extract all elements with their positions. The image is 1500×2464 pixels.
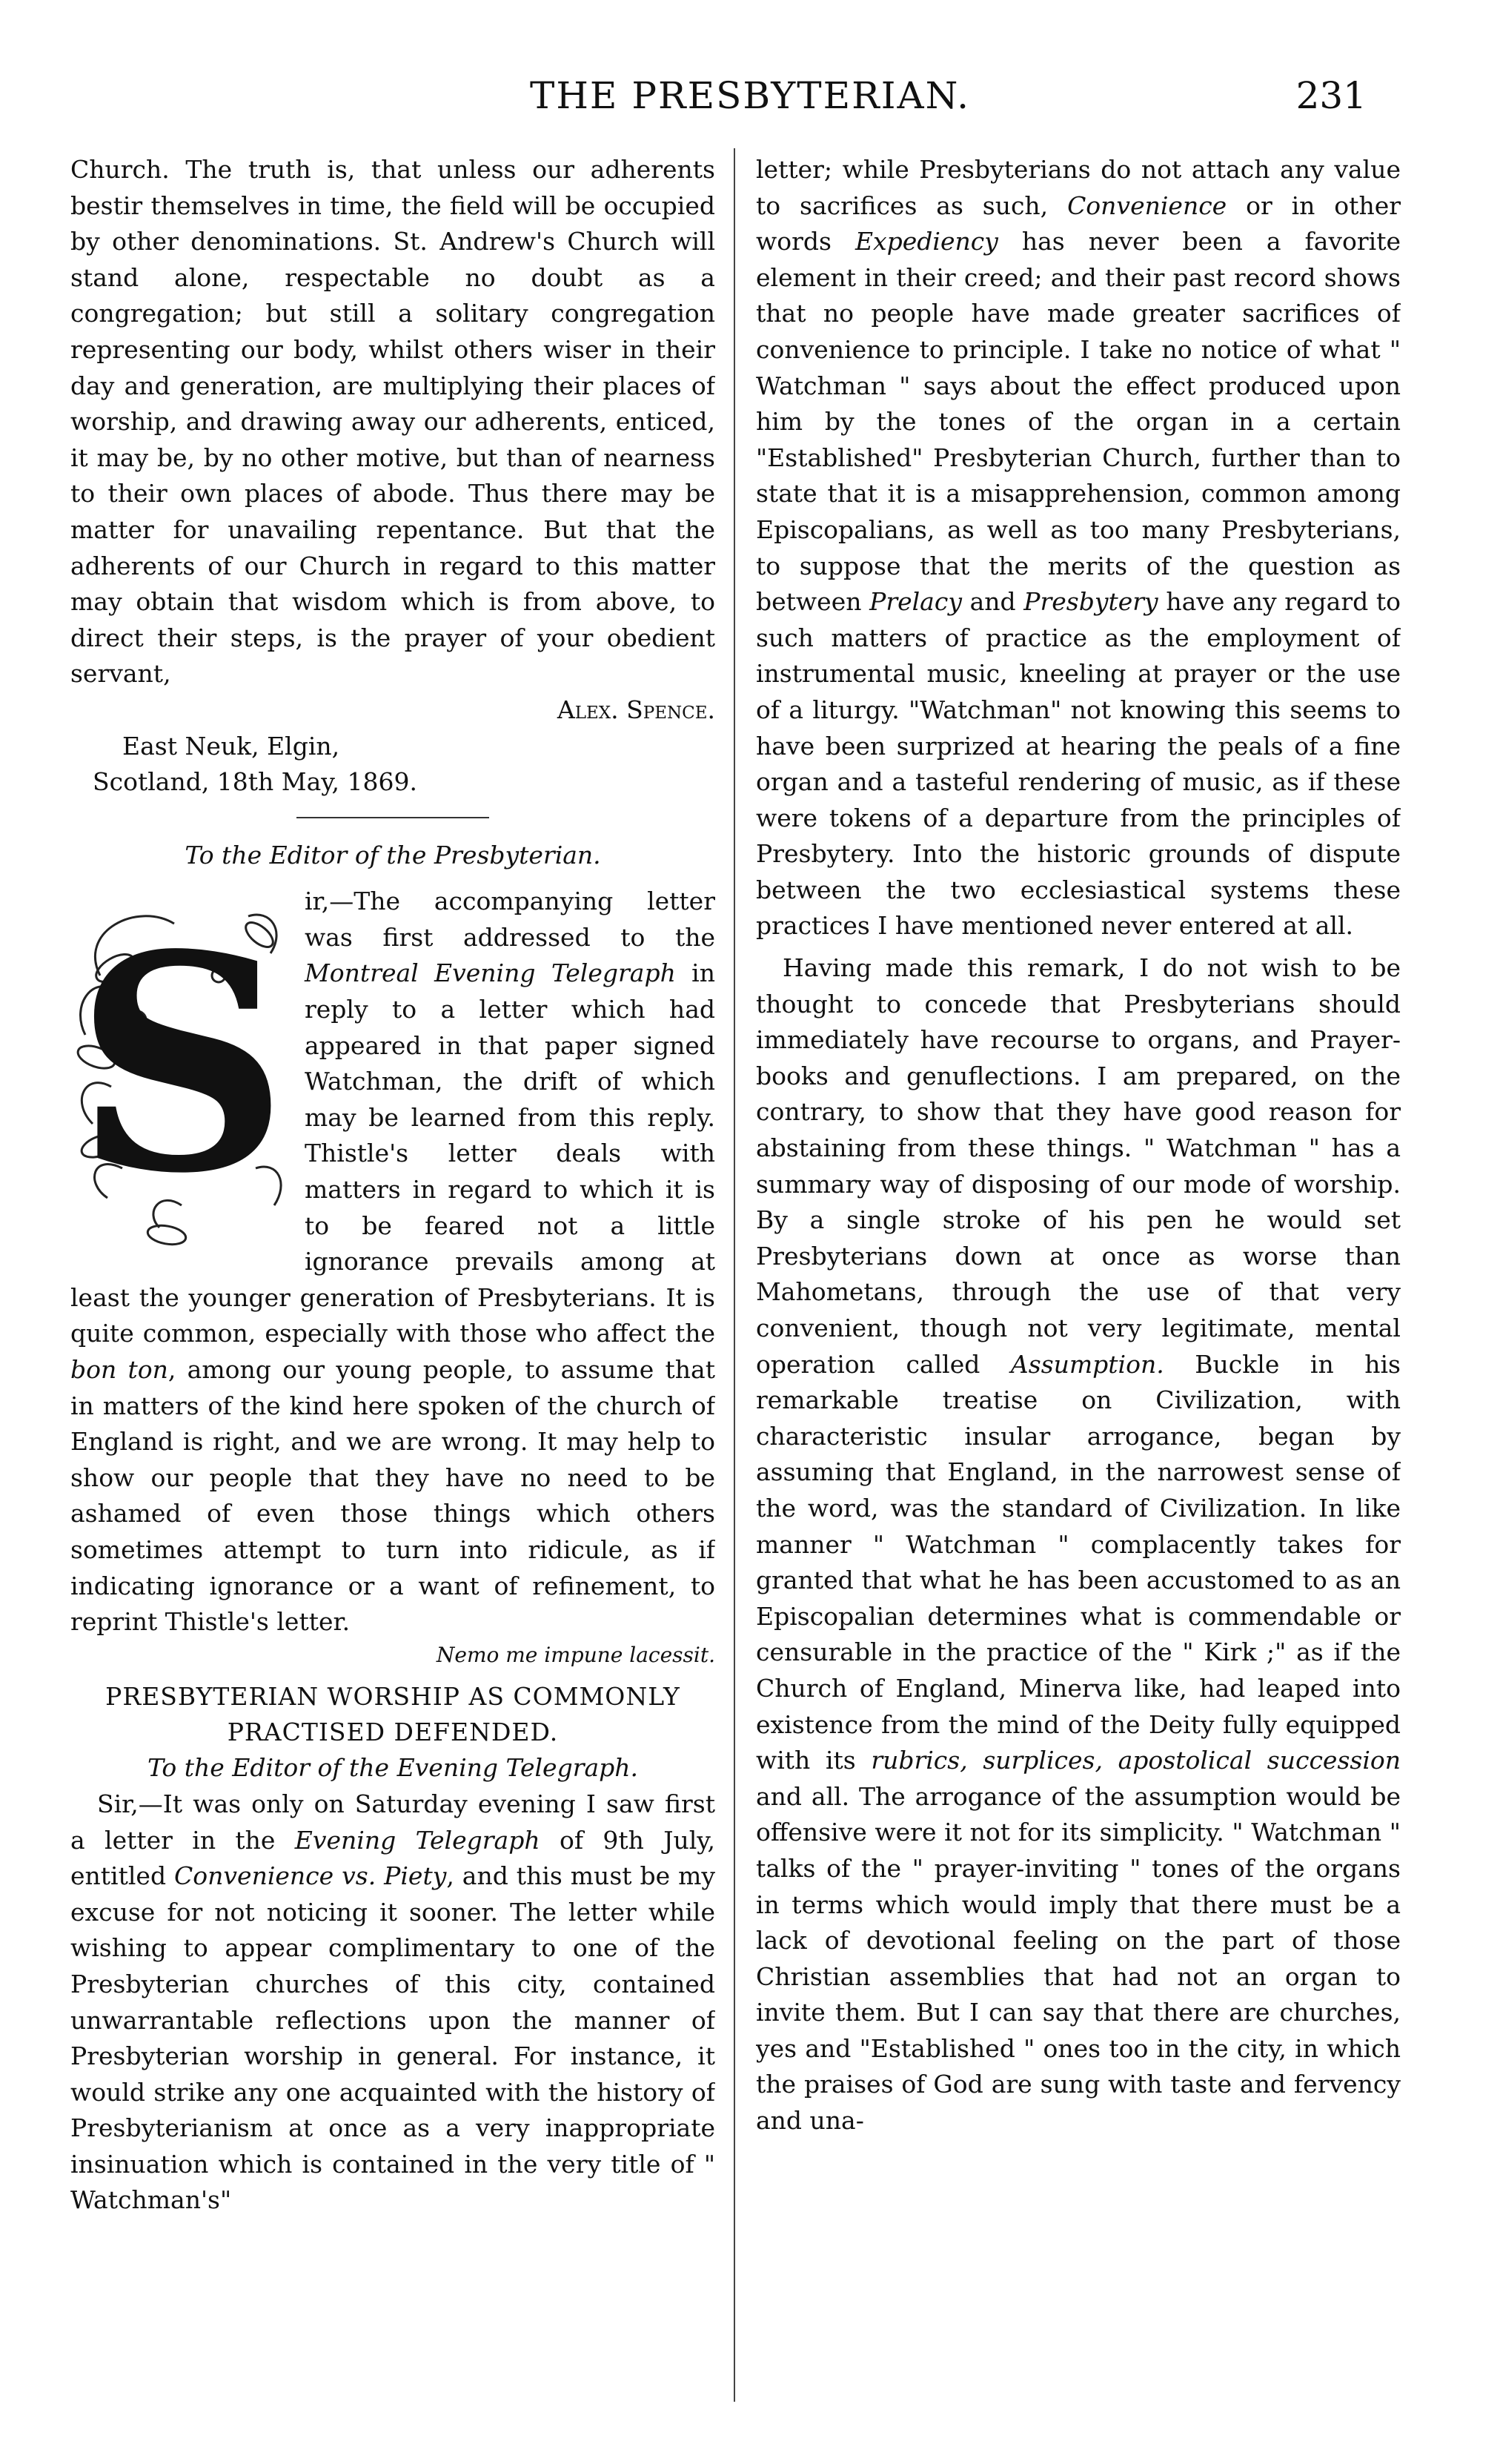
letter2-text-b: in reply to a letter which had appeared in that paper signed Watchman, the drift of which may be learned from this reply. Thistle's letter deals with matters in regard to which it is to be feared not a little ignorance prevails among at least the younger generation of Presbyterians. It is quite common, especially with those who affect the bbox=[70, 958, 715, 1348]
article-text-b: of 9th July, entitled bbox=[70, 1825, 715, 1891]
text-run: letter; while Presbyterians do not attach any value to sacrifices as such, bbox=[756, 155, 1401, 220]
article-paragraph-continued bbox=[756, 152, 1401, 944]
letter2-bon-ton: bon ton bbox=[70, 1355, 168, 1384]
letter1-closing-paragraph: Church. The truth is, that unless our adherents bestir themselves in time, the field will be occupied by other denominations. St. Andrew's Church will stand alone, respectable no doubt as a congregation; but still a solitary congregation representing our body, whilst others wiser in their day and generation, are multiplying their places of worship, and drawing away our adherents, enticed, it may be, by no other motive, but than of nearness to their own places of abode. Thus there may be matter for unavailing repentance. But that the adherents of our Church in regard to this matter may obtain that wisdom which is from above, to direct their steps, is the prayer of your obedient servant, bbox=[70, 155, 715, 689]
letter1-signature: Alex. Spence. bbox=[557, 695, 715, 724]
italic-run: Expediency bbox=[854, 227, 998, 256]
article-letter-title: Convenience vs. Piety bbox=[174, 1861, 447, 1891]
text-run: Buckle in his remarkable treatise on Civilization, with characteristic insular arrogance, began by assuming that England, in the narrowest sense of the word, was the standard of Civilization. In like manner " Watchman " complacently takes for granted that what he has been accustomed to as an Episcopalian determines what is commendable or censurable in the practice of the " Kirk ;" as if the Church of England, Minerva like, had leaped into existence from the mind of the Deity fully equipped with its bbox=[756, 1349, 1401, 1775]
ornamental-dropcap-illustration bbox=[70, 887, 293, 1257]
text-run: and all. The arrogance of the assumption would be offensive were it not for its simplicity. " Watchman " talks of the " prayer-inviting " tones of the organs in terms which would imply that there must be a lack of devotional feeling on the part of those Christian assemblies that had not an organ to invite them. But I can say that there are churches, yes and "Established " ones too in the city, in which the praises of God are sung with taste and fervency and una- bbox=[756, 1781, 1401, 2136]
right-column bbox=[756, 152, 1401, 2405]
page-number: 231 bbox=[1295, 74, 1367, 117]
italic-run: Assumption. bbox=[1010, 1349, 1164, 1379]
letter2-body bbox=[70, 884, 715, 1640]
letter1-address-line2: Scotland, 18th May, 1869. bbox=[93, 767, 417, 797]
masthead bbox=[0, 74, 1500, 133]
column-divider bbox=[734, 148, 735, 2402]
letter1-address-line1: East Neuk, Elgin, bbox=[122, 731, 340, 761]
article-text-c: , and this must be my excuse for not noticing it sooner. The letter while wishing to appear complimentary to one of the Presbyterian churches of this city, contained unwarrantable reflections upon the manner of Presbyterian worship in general. For instance, it would strike any one acquainted with the history of Presbyterianism at once as a very inappropriate insinuation which is contained in the very title of " Watchman's" bbox=[70, 1861, 715, 2215]
article-newspaper-name: Evening Telegraph bbox=[294, 1825, 540, 1855]
italic-run: Prelacy bbox=[869, 587, 962, 617]
text-run: have any regard to such matters of practice as the employment of instrumental music, kneeling at prayer or the use of a liturgy. "Watchman" not knowing this seems to have been surprized at hearing the peals of a fine organ and a tasteful rendering of music, as if these were tokens of a departure from the principles of Presbytery. Into the historic grounds of dispute between the two ecclesiastical systems these practices I have mentioned never entered at all. bbox=[756, 587, 1401, 941]
letter2-newspaper-name: Montreal Evening Telegraph bbox=[305, 958, 676, 988]
letter2-text-c: , among our young people, to assume that in matters of the kind here spoken of the church of England is right, and we are wrong. It may help to show our people that they have no need to be ashamed of even those things which others sometimes attempt to turn into ridicule, as if indicating ignorance or a want of refinement, to reprint Thistle's letter. bbox=[70, 1355, 715, 1637]
article-text-a: Sir,—It was only on Saturday evening I saw first a letter in the bbox=[70, 1789, 715, 1855]
article-opening-paragraph bbox=[70, 1786, 715, 2219]
letter2-text-a: ir,—The accompanying letter was first addressed to the bbox=[305, 887, 715, 952]
italic-run: Presbytery bbox=[1023, 587, 1158, 617]
article-heading: PRESBYTERIAN WORSHIP AS COMMONLY PRACTISED DEFENDED. bbox=[105, 1682, 680, 1747]
letter2-motto: Nemo me impune lacessit. bbox=[436, 1642, 715, 1667]
text-run: Having made this remark, I do not wish to be thought to concede that Presbyterians should immediately have recourse to organs, and Prayer-books and genuflections. I am prepared, on the contrary, to show that they have good reason for abstaining from these things. " Watchman " has a summary way of disposing of our mode of worship. By a single stroke of his pen he would set Presbyterians down at once as worse than Mahometans, through the use of that very convenient, though not very legitimate, mental operation called bbox=[756, 953, 1401, 1379]
italic-run: rubrics, surplices, apostolical succession bbox=[871, 1746, 1401, 1775]
text-run: has never been a favorite element in their creed; and their past record shows that no people have made greater sacrifices of convenience to principle. I take no notice of what " Watchman " says about the effect produced upon him by the tones of the organ in a certain "Established" Presbyterian Church, further than to state that it is a misapprehension, common among Episcopalians, as well as too many Presbyterians, to suppose that the merits of the question as between bbox=[756, 227, 1401, 617]
letter2-heading: To the Editor of the Presbyterian. bbox=[185, 840, 601, 870]
page-title: THE PRESBYTERIAN. bbox=[529, 74, 971, 117]
italic-run: Convenience bbox=[1067, 191, 1227, 220]
article-subheading: To the Editor of the Evening Telegraph. bbox=[147, 1753, 639, 1783]
left-column bbox=[70, 152, 715, 2405]
text-run: or in other words bbox=[756, 191, 1401, 256]
section-rule bbox=[296, 817, 489, 818]
dropcap-letter: S bbox=[74, 890, 289, 1239]
text-run: and bbox=[961, 587, 1024, 617]
article-second-paragraph bbox=[756, 950, 1401, 2139]
